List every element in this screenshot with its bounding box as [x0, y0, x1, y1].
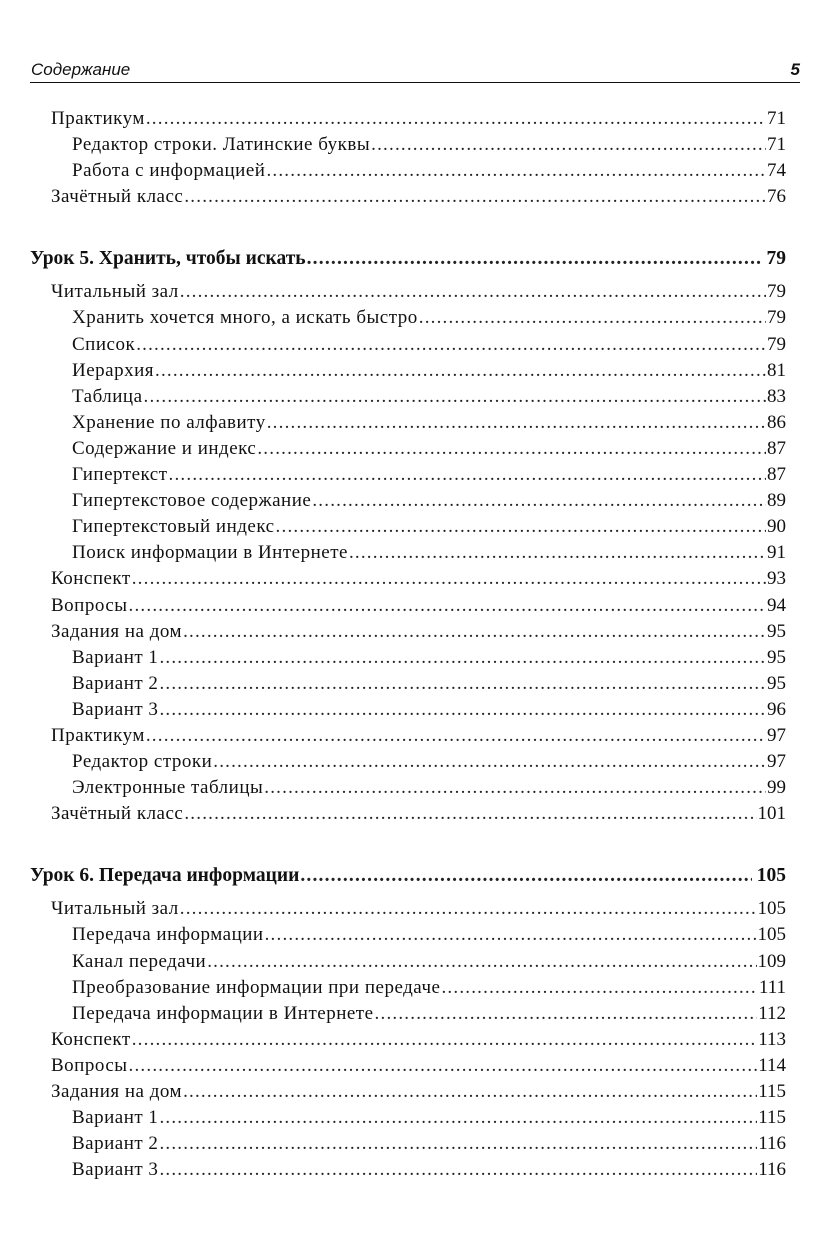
toc-lesson-title: Урок 5. Хранить, чтобы искать — [30, 248, 306, 270]
toc-leader-dots — [180, 279, 766, 305]
toc-entry-label: Зачётный класс — [51, 803, 184, 825]
toc-entry[interactable] — [30, 462, 786, 488]
toc-entry-label: Вопросы — [51, 1054, 128, 1076]
toc-leader-dots — [266, 158, 766, 184]
toc-entry[interactable] — [30, 436, 786, 462]
toc-entry-label: Гипертекст — [72, 464, 168, 486]
toc-leader-dots — [267, 410, 766, 436]
toc-page-number: 76 — [767, 186, 786, 208]
toc-entry[interactable] — [30, 1157, 786, 1183]
toc-entry[interactable] — [30, 749, 786, 775]
toc-page-number: 87 — [767, 437, 786, 459]
toc-entry[interactable] — [30, 1027, 786, 1053]
toc-entry[interactable] — [30, 540, 786, 566]
toc-leader-dots — [213, 749, 766, 775]
toc-leader-dots — [419, 305, 766, 331]
toc-entry-label: Передача информации в Интернете — [72, 1002, 374, 1024]
toc-leader-dots — [129, 1053, 758, 1079]
toc-entry[interactable] — [30, 566, 786, 592]
toc-entry-label: Содержание и индекс — [72, 437, 257, 459]
toc-leader-dots — [183, 1079, 757, 1105]
toc-page-number: 90 — [767, 516, 786, 538]
toc-page-number: 81 — [767, 359, 786, 381]
toc-leader-dots — [159, 645, 766, 671]
toc-entry-label: Редактор строки — [72, 751, 213, 773]
toc-page-number: 95 — [767, 672, 786, 694]
running-header-title: Содержание — [31, 60, 131, 79]
toc-leader-dots — [159, 1131, 757, 1157]
toc-entry[interactable] — [30, 801, 786, 827]
toc-page-number: 71 — [767, 134, 786, 156]
toc-entry[interactable] — [30, 775, 786, 801]
toc-page-number: 94 — [767, 594, 786, 616]
toc-page-number: 79 — [767, 333, 786, 355]
toc-page-number: 112 — [758, 1002, 786, 1024]
toc-entry[interactable] — [30, 619, 786, 645]
toc-leader-dots — [159, 1105, 757, 1131]
toc-page-number: 79 — [767, 307, 786, 329]
toc-page-number: 99 — [767, 777, 786, 799]
toc-leader-dots — [146, 723, 766, 749]
toc-entry-label: Вариант 2 — [72, 1133, 159, 1155]
page-number: 5 — [790, 60, 800, 79]
toc-page-number: 113 — [758, 1028, 786, 1050]
toc-entry[interactable] — [30, 410, 786, 436]
toc-entry[interactable] — [30, 1131, 786, 1157]
toc-page-number: 114 — [758, 1054, 786, 1076]
toc-entry-label: Хранение по алфавиту — [72, 411, 266, 433]
toc-leader-dots — [371, 132, 766, 158]
toc-entry[interactable] — [30, 593, 786, 619]
toc-entry-label: Канал передачи — [72, 950, 207, 972]
toc-leader-dots — [257, 436, 766, 462]
toc-entry-label: Практикум — [51, 724, 145, 746]
toc-entry[interactable] — [30, 514, 786, 540]
toc-entry[interactable] — [30, 332, 786, 358]
running-header — [30, 58, 800, 83]
toc-page-number: 95 — [767, 620, 786, 642]
toc-page-number: 74 — [767, 160, 786, 182]
toc-page-number: 115 — [758, 1081, 786, 1102]
toc-entry-label: Конспект — [51, 1028, 131, 1050]
toc-page-number: 115 — [758, 1107, 786, 1129]
toc-entry-label: Работа с информацией — [72, 160, 266, 182]
toc-entry-label: Редактор строки. Латинские буквы — [72, 134, 371, 156]
toc-entry-label: Преобразование информации при передаче — [72, 976, 441, 998]
toc-entry[interactable] — [30, 279, 786, 305]
toc-section-lesson-5 — [30, 279, 786, 827]
toc-page-number: 79 — [766, 248, 786, 270]
toc-section-lesson-6 — [30, 896, 786, 1183]
toc-entry-label: Передача информации — [72, 924, 264, 946]
toc-page-number: 109 — [757, 950, 786, 972]
toc-entry-label: Гипертекстовое содержание — [72, 490, 312, 512]
toc-entry-label: Список — [72, 333, 136, 355]
toc-entry-label: Зачётный класс — [51, 186, 184, 208]
toc-entry[interactable] — [30, 1001, 786, 1027]
toc-entry-label: Таблица — [72, 385, 143, 407]
toc-leader-dots — [144, 384, 766, 410]
toc-entry[interactable] — [30, 1053, 786, 1079]
toc-section-continued — [30, 106, 786, 210]
toc-entry-label: Поиск информации в Интернете — [72, 542, 348, 564]
toc-page-number: 87 — [767, 464, 786, 486]
toc-entry-label: Хранить хочется много, а искать быстро — [72, 307, 418, 329]
toc-entry[interactable] — [30, 488, 786, 514]
toc-leader-dots — [180, 896, 757, 922]
toc-entry[interactable] — [30, 922, 786, 948]
toc-leader-dots — [159, 697, 766, 723]
toc-page-number: 105 — [757, 898, 786, 920]
toc-leader-dots — [132, 566, 766, 592]
toc-page-number: 93 — [767, 568, 786, 590]
toc-lesson-title: Урок 6. Передача информации — [30, 865, 300, 887]
toc-entry[interactable] — [30, 697, 786, 723]
toc-entry[interactable] — [30, 184, 786, 210]
toc-lesson-5-heading[interactable] — [30, 245, 786, 273]
toc-page-number: 116 — [758, 1159, 786, 1181]
toc-leader-dots — [312, 488, 766, 514]
toc-leader-dots — [136, 332, 766, 358]
toc-leader-dots — [184, 801, 756, 827]
toc-entry-label: Вариант 3 — [72, 698, 159, 720]
toc-page-number: 95 — [767, 646, 786, 668]
toc-page-number: 91 — [767, 542, 786, 564]
toc-entry-label: Читальный зал — [51, 281, 179, 303]
toc-entry[interactable] — [30, 158, 786, 184]
toc-entry[interactable] — [30, 671, 786, 697]
toc-leader-dots — [307, 245, 762, 273]
toc-leader-dots — [159, 671, 766, 697]
toc-leader-dots — [155, 358, 766, 384]
table-of-contents — [30, 106, 786, 1183]
toc-entry[interactable] — [30, 645, 786, 671]
toc-leader-dots — [132, 1027, 757, 1053]
toc-entry-label: Гипертекстовый индекс — [72, 516, 275, 538]
toc-entry-label: Конспект — [51, 568, 131, 590]
toc-leader-dots — [207, 949, 756, 975]
toc-leader-dots — [129, 593, 766, 619]
toc-entry-label: Читальный зал — [51, 898, 179, 920]
toc-entry-label: Вариант 3 — [72, 1159, 159, 1181]
toc-page-number: 71 — [767, 108, 786, 129]
toc-lesson-6-heading[interactable] — [30, 862, 786, 890]
toc-page-number: 111 — [758, 976, 786, 998]
toc-entry-label: Вариант 1 — [72, 646, 159, 668]
toc-page-number: 97 — [767, 751, 786, 773]
toc-page-number: 83 — [767, 385, 786, 407]
toc-page-number: 79 — [767, 281, 786, 303]
toc-page-number: 86 — [767, 411, 786, 433]
toc-page-number: 101 — [757, 803, 786, 825]
toc-entry[interactable] — [30, 723, 786, 749]
toc-leader-dots — [276, 514, 766, 540]
toc-entry-label: Вопросы — [51, 594, 128, 616]
toc-entry[interactable] — [30, 358, 786, 384]
toc-entry-label: Вариант 2 — [72, 672, 159, 694]
toc-leader-dots — [184, 184, 766, 210]
toc-leader-dots — [183, 619, 766, 645]
toc-leader-dots — [169, 462, 766, 488]
toc-entry[interactable] — [30, 1105, 786, 1131]
toc-entry[interactable] — [30, 106, 786, 132]
toc-entry[interactable] — [30, 975, 786, 1001]
toc-entry[interactable] — [30, 132, 786, 158]
toc-leader-dots — [441, 975, 757, 1001]
toc-page-number: 96 — [767, 698, 786, 720]
toc-page-number: 116 — [758, 1133, 786, 1155]
toc-leader-dots — [349, 540, 766, 566]
toc-entry[interactable] — [30, 1079, 786, 1105]
toc-page-number: 89 — [767, 490, 786, 512]
toc-entry-label: Электронные таблицы — [72, 777, 264, 799]
toc-entry-label: Иерархия — [72, 359, 154, 381]
toc-leader-dots — [375, 1001, 758, 1027]
toc-entry-label: Задания на дом — [51, 1081, 183, 1102]
toc-leader-dots — [264, 775, 766, 801]
toc-entry-label: Задания на дом — [51, 620, 183, 642]
toc-entry[interactable] — [30, 949, 786, 975]
toc-leader-dots — [300, 862, 751, 890]
toc-entry-label: Практикум — [51, 108, 145, 129]
toc-leader-dots — [159, 1157, 757, 1183]
toc-entry[interactable] — [30, 305, 786, 331]
toc-page-number: 105 — [757, 924, 786, 946]
toc-entry[interactable] — [30, 896, 786, 922]
toc-page-number: 105 — [756, 865, 786, 887]
toc-leader-dots — [265, 922, 757, 948]
toc-page-number: 97 — [767, 724, 786, 746]
toc-entry[interactable] — [30, 384, 786, 410]
toc-leader-dots — [146, 106, 766, 132]
toc-entry-label: Вариант 1 — [72, 1107, 159, 1129]
